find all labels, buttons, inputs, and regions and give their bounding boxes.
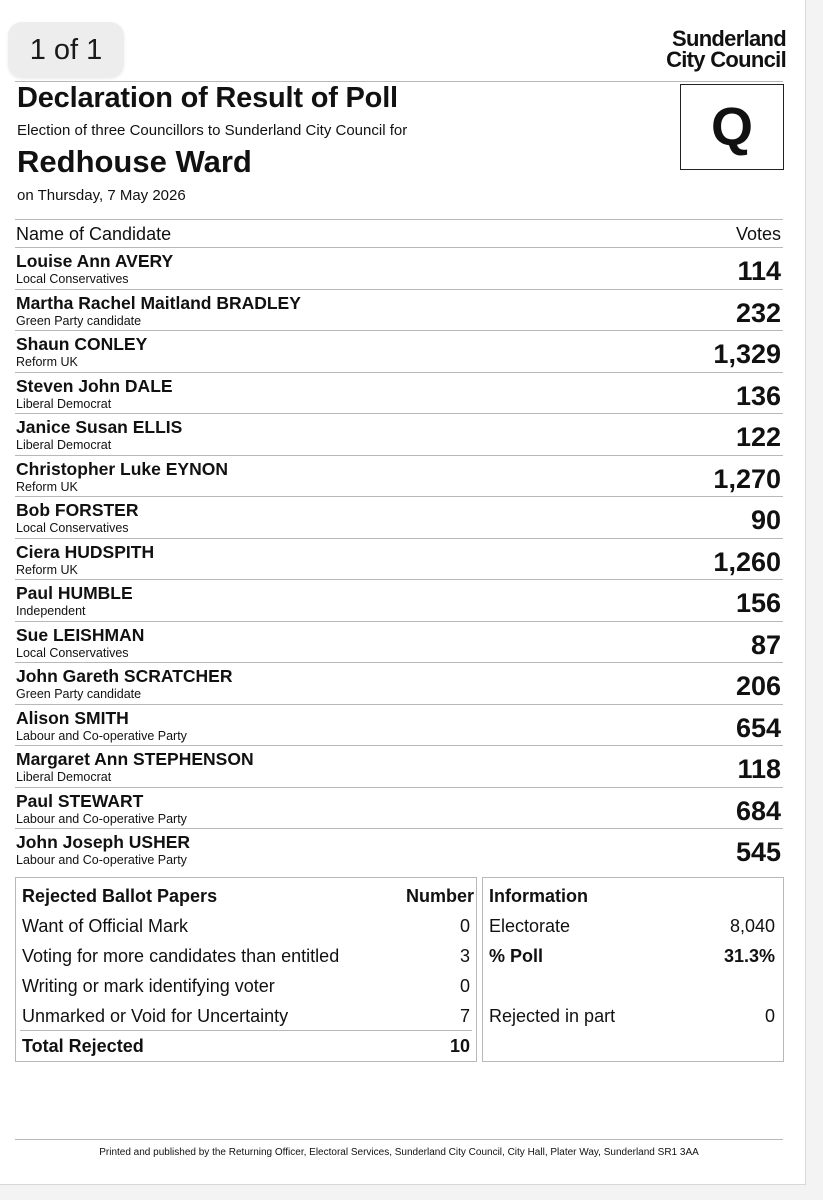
candidate-name: Martha Rachel Maitland BRADLEY — [16, 292, 301, 313]
rejected-reason: Writing or mark identifying voter — [22, 976, 275, 996]
poll-label: % Poll — [489, 946, 544, 966]
rejected-in-part-value: 0 — [764, 1006, 775, 1026]
rejected-count: 0 — [459, 916, 470, 936]
results-table-header — [15, 219, 783, 248]
information-header: Information — [489, 886, 588, 906]
footer-divider — [15, 1139, 783, 1140]
candidate-name: John Joseph USHER — [16, 832, 191, 852]
candidate-row — [15, 496, 783, 539]
ward-name: Redhouse Ward — [17, 144, 252, 179]
candidate-row — [15, 247, 783, 290]
candidate-votes: 90 — [750, 505, 781, 535]
candidate-row — [15, 787, 783, 830]
rejected-reason: Unmarked or Void for Uncertainty — [22, 1006, 289, 1026]
imprint-footer: Printed and published by the Returning Officer, Electoral Services, Sunderland City Council, City Hall, Plater Way, Sunderland SR1 3AA — [99, 1147, 699, 1158]
candidate-votes: 232 — [735, 297, 781, 328]
candidate-row — [15, 704, 783, 747]
page-indicator: 1 of 1 — [8, 22, 124, 78]
rejected-count: 0 — [459, 976, 470, 996]
candidate-name: Sue LEISHMAN — [16, 624, 145, 645]
candidate-votes: 87 — [750, 629, 781, 660]
candidate-party: Liberal Democrat — [16, 396, 112, 411]
candidate-party: Reform UK — [16, 479, 78, 494]
election-subtitle: Election of three Councillors to Sunderland City Council for — [17, 122, 408, 139]
candidate-party: Local Conservatives — [16, 521, 129, 535]
document-title: Declaration of Result of Poll — [17, 82, 398, 114]
rejected-row — [16, 971, 476, 1001]
candidate-name: John Gareth SCRATCHER — [16, 666, 233, 686]
candidate-name: Alison SMITH — [16, 707, 129, 728]
candidate-name: Janice Susan ELLIS — [16, 417, 183, 437]
candidate-row — [15, 662, 783, 705]
rejected-count: 3 — [459, 946, 470, 966]
total-rejected-value: 10 — [449, 1036, 470, 1056]
candidate-votes: 114 — [737, 256, 781, 286]
rejected-ballots-panel — [15, 877, 477, 1062]
rejected-reason: Voting for more candidates than entitled — [22, 946, 340, 966]
ballot-letter: Q — [710, 97, 753, 157]
rejected-reason: Want of Official Mark — [22, 916, 189, 936]
candidate-row — [15, 289, 783, 332]
candidate-party: Green Party candidate — [16, 687, 142, 701]
candidate-name: Paul HUMBLE — [16, 583, 133, 603]
information-panel — [482, 877, 784, 1062]
candidate-row — [15, 538, 783, 581]
candidate-party: Local Conservatives — [16, 272, 129, 286]
candidate-party: Green Party candidate — [16, 313, 142, 328]
name-column-header: Name of Candidate — [16, 224, 172, 244]
candidate-votes: 1,260 — [713, 546, 781, 577]
candidate-votes: 654 — [735, 712, 781, 743]
candidate-name: Christopher Luke EYNON — [16, 458, 228, 479]
rejected-in-part-label: Rejected in part — [489, 1006, 616, 1026]
candidate-row — [15, 330, 783, 373]
candidate-party: Labour and Co-operative Party — [16, 811, 187, 826]
candidate-votes: 118 — [737, 754, 781, 784]
ballot-letter-box — [680, 84, 784, 170]
electorate-label: Electorate — [489, 916, 571, 936]
candidate-name: Shaun CONLEY — [16, 334, 148, 354]
rejected-in-part-row — [483, 1001, 783, 1031]
candidate-row — [15, 372, 783, 415]
electorate-value: 8,040 — [729, 916, 775, 936]
candidate-votes: 206 — [735, 671, 781, 701]
information-header-row — [483, 881, 783, 911]
candidate-party: Reform UK — [16, 355, 78, 369]
candidate-votes: 122 — [735, 422, 781, 452]
votes-column-header: Votes — [735, 224, 781, 244]
council-logo — [626, 28, 786, 70]
candidate-party: Labour and Co-operative Party — [16, 853, 187, 867]
candidate-votes: 1,270 — [713, 463, 781, 494]
candidate-row — [15, 413, 783, 456]
candidate-name: Bob FORSTER — [16, 500, 139, 520]
candidate-votes: 684 — [735, 795, 781, 826]
candidate-name: Paul STEWART — [16, 790, 144, 811]
poll-row — [483, 941, 783, 971]
election-date: on Thursday, 7 May 2026 — [17, 187, 186, 204]
candidate-row — [15, 745, 783, 788]
candidate-party: Independent — [16, 604, 86, 618]
candidate-row — [15, 621, 783, 664]
rejected-row — [16, 911, 476, 941]
candidate-row — [15, 579, 783, 622]
rejected-count: 7 — [459, 1006, 470, 1026]
candidate-party: Reform UK — [16, 562, 78, 577]
rejected-row — [16, 1001, 476, 1031]
logo-line-2: City Council — [666, 47, 786, 72]
candidate-party: Liberal Democrat — [16, 438, 112, 452]
candidate-votes: 156 — [735, 588, 781, 618]
electorate-row — [483, 911, 783, 941]
candidate-name: Ciera HUDSPITH — [16, 541, 155, 562]
rejected-header: Rejected Ballot Papers — [22, 886, 218, 906]
poll-value: 31.3% — [723, 946, 775, 966]
candidate-row — [15, 828, 783, 870]
candidate-party: Labour and Co-operative Party — [16, 728, 187, 743]
total-rejected-label: Total Rejected — [22, 1036, 144, 1056]
number-header: Number — [405, 886, 474, 906]
candidate-party: Local Conservatives — [16, 645, 129, 660]
candidate-votes: 136 — [735, 380, 781, 411]
rejected-row — [16, 941, 476, 971]
candidate-votes: 545 — [735, 837, 781, 867]
logo-line-1: Sunderland — [671, 26, 786, 51]
rejected-header-row — [16, 881, 476, 911]
candidate-votes: 1,329 — [713, 339, 781, 369]
candidate-row — [15, 455, 783, 498]
candidate-name: Margaret Ann STEPHENSON — [16, 749, 254, 769]
rejected-total-row — [16, 1031, 476, 1061]
candidate-party: Liberal Democrat — [16, 770, 112, 784]
candidate-name: Louise Ann AVERY — [16, 251, 174, 271]
candidate-name: Steven John DALE — [16, 375, 173, 396]
